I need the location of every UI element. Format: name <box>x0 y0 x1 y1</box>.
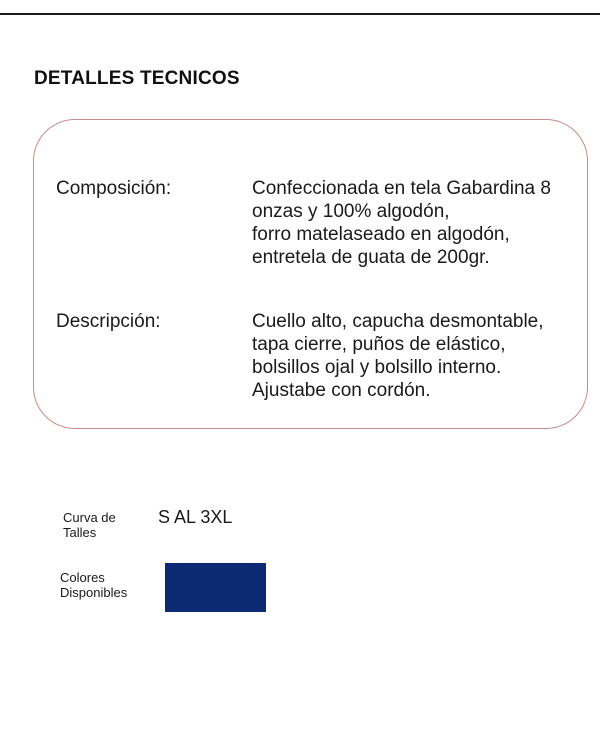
description-line: tapa cierre, puños de elástico, <box>252 334 506 355</box>
description-line: Ajustabe con cordón. <box>252 380 431 401</box>
description-value <box>252 310 592 402</box>
size-range-label-line: Curva de <box>63 510 116 525</box>
available-colors-label <box>60 570 127 600</box>
size-range-label-line: Talles <box>63 525 97 540</box>
size-range-value: S AL 3XL <box>158 507 233 527</box>
composition-line: forro matelaseado en algodón, <box>252 224 510 245</box>
composition-value <box>252 177 592 269</box>
description-label: Descripción: <box>56 311 161 332</box>
composition-line: entretela de guata de 200gr. <box>252 247 490 268</box>
top-divider <box>0 13 600 15</box>
size-range-label <box>63 510 116 540</box>
description-line: Cuello alto, capucha desmontable, <box>252 311 544 332</box>
available-colors-label-line: Disponibles <box>60 585 128 600</box>
available-colors-label-line: Colores <box>60 570 105 585</box>
composition-line: onzas y 100% algodón, <box>252 201 450 222</box>
composition-line: Confeccionada en tela Gabardina 8 <box>252 178 551 199</box>
page-title: DETALLES TECNICOS <box>34 68 240 89</box>
composition-label: Composición: <box>56 178 172 199</box>
technical-specs-box <box>33 119 588 429</box>
description-line: bolsillos ojal y bolsillo interno. <box>252 357 502 378</box>
color-swatch-navy <box>165 563 266 612</box>
